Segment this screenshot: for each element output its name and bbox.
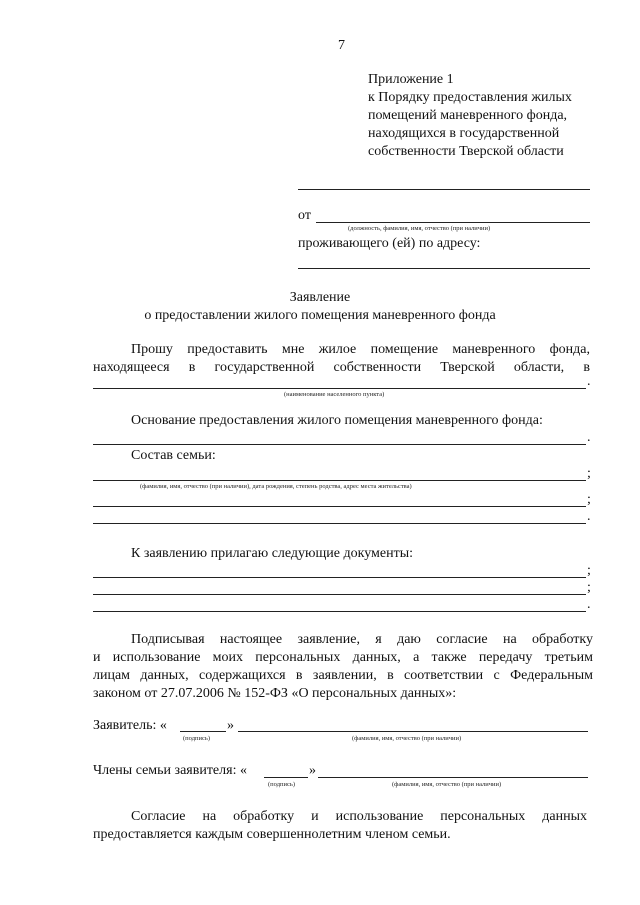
consent-line-1: Подписывая настоящее заявление, я даю согласие на обработку [131, 632, 593, 647]
documents-line-3 [93, 611, 586, 612]
appendix-line-5: собственности Тверской области [368, 144, 564, 159]
from-hint: (должность, фамилия, имя, отчество (при наличии) [348, 225, 491, 232]
basis-label: Основание предоставления жилого помещения маневренного фонда: [131, 413, 543, 428]
family-period: . [587, 509, 591, 524]
documents-line-2 [93, 594, 586, 595]
footer-line-2: предоставляется каждым совершеннолетним членом семьи. [93, 827, 451, 842]
documents-period: . [587, 597, 591, 612]
from-line [316, 222, 590, 223]
family-semicolon-1: ; [587, 466, 591, 481]
footer-line-1: Согласие на обработку и использование персональных данных [131, 809, 587, 824]
documents-label: К заявлению прилагаю следующие документы: [131, 546, 414, 561]
basis-line [93, 444, 586, 445]
family-members-signature-line [264, 777, 308, 778]
appendix-line-3: помещений маневренного фонда, [368, 108, 568, 123]
family-line-3 [93, 523, 586, 524]
settlement-line [93, 388, 586, 389]
applicant-close-quote: » [227, 718, 234, 733]
family-members-name-hint: (фамилия, имя, отчество (при наличии) [392, 781, 502, 788]
applicant-name-line [238, 731, 588, 732]
appendix-line-2: к Порядку предоставления жилых [368, 90, 572, 105]
family-line-1 [93, 480, 586, 481]
family-members-close-quote: » [309, 763, 316, 778]
settlement-period: . [587, 374, 591, 389]
family-label: Состав семьи: [131, 448, 216, 463]
documents-line-1 [93, 577, 586, 578]
family-hint: (фамилия, имя, отчество (при наличии), дата рождения, степень родства, адрес места жительства) [140, 483, 412, 490]
request-line-1: Прошу предоставить мне жилое помещение маневренного фонда, [131, 342, 590, 357]
addressee-line [298, 189, 590, 190]
documents-semicolon-1: ; [587, 563, 591, 578]
applicant-label: Заявитель: « [93, 718, 167, 733]
appendix-line-4: находящихся в государственной [368, 126, 560, 141]
consent-line-4: законом от 27.07.2006 № 152-ФЗ «О персональных данных»: [93, 686, 457, 701]
consent-line-2: и использование моих персональных данных, а также передачу третьим [93, 650, 593, 665]
family-members-name-line [318, 777, 588, 778]
residing-label: проживающего (ей) по адресу: [298, 236, 481, 251]
title-line-1: Заявление [289, 290, 351, 305]
applicant-signature-line [180, 731, 226, 732]
request-line-2: находящееся в государственной собственности Тверской области, в [93, 360, 590, 375]
family-semicolon-2: ; [587, 492, 591, 507]
settlement-hint: (наименование населенного пункта) [284, 391, 385, 398]
family-members-signature-hint: (подпись) [268, 781, 295, 788]
address-line [298, 268, 590, 269]
applicant-name-hint: (фамилия, имя, отчество (при наличии) [352, 735, 462, 742]
from-label: от [298, 208, 311, 223]
applicant-signature-hint: (подпись) [183, 735, 210, 742]
appendix-line-1: Приложение 1 [368, 72, 454, 87]
basis-period: . [587, 430, 591, 445]
consent-line-3: лицам данных, содержащихся в заявлении, в соответствии с Федеральным [93, 668, 593, 683]
family-line-2 [93, 506, 586, 507]
documents-semicolon-2: ; [587, 580, 591, 595]
family-members-label: Члены семьи заявителя: « [93, 763, 247, 778]
page-number: 7 [338, 38, 345, 53]
title-line-2: о предоставлении жилого помещения маневренного фонда [144, 308, 496, 323]
